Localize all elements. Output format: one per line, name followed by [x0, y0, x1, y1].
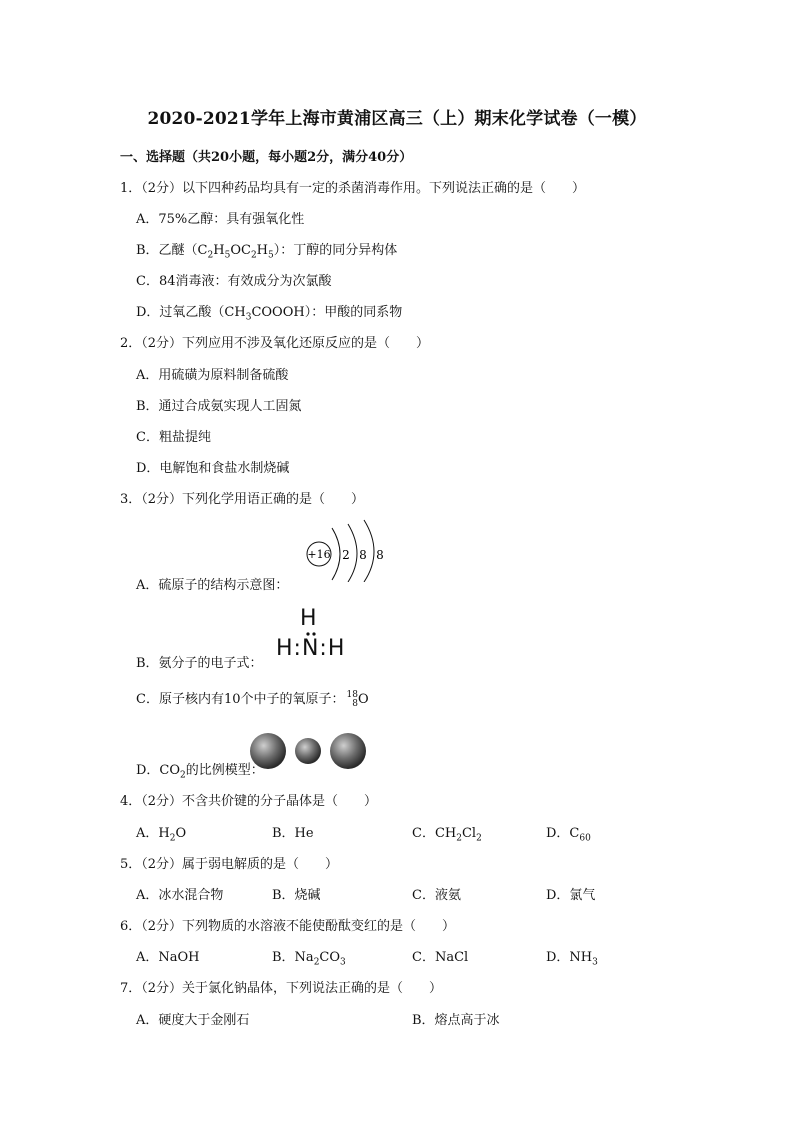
q3-option-b: B．氨分子的电子式：	[136, 656, 263, 671]
q3-option-a: A．硫原子的结构示意图：	[136, 578, 289, 593]
q1-option-c: C．84消毒液：有效成分为次氯酸	[136, 274, 332, 289]
nucleus-label: +16	[307, 548, 331, 561]
q1-option-b: B．乙醚$(C_2H_5OC_2H_5)$：丁醇的同分异构体	[136, 243, 398, 261]
q5-option-d: D．氯气	[546, 888, 596, 903]
sulfur-atom-diagram	[300, 516, 390, 582]
oxygen-atom-right	[330, 733, 366, 769]
question-1-stem: 1．（2分）以下四种药品均具有一定的杀菌消毒作用。下列说法正确的是（ ）	[120, 181, 586, 196]
co2-space-filling-model	[248, 730, 368, 772]
q4-option-b: B．He	[272, 826, 314, 841]
q6-option-b: B．$Na_2CO_3$	[272, 950, 346, 968]
q2-option-c: C．粗盐提纯	[136, 430, 211, 445]
question-3-stem: 3．（2分）下列化学用语正确的是（ ）	[120, 492, 365, 507]
q4-option-a: A．$H_2O$	[136, 826, 187, 844]
q2-option-d: D．电解饱和食盐水制烧碱	[136, 461, 290, 476]
q7-option-b: B．熔点高于冰	[412, 1013, 500, 1028]
section-heading: 一、选择题（共20小题，每小题2分，满分40分）	[120, 150, 413, 165]
electron-shell-1	[332, 528, 340, 580]
question-2-stem: 2．（2分）下列应用不涉及氧化还原反应的是（ ）	[120, 336, 430, 351]
q7-option-a: A．硬度大于金刚石	[136, 1013, 250, 1028]
q2-option-b: B．通过合成氨实现人工固氮	[136, 399, 302, 414]
question-6-stem: 6．（2分）下列物质的水溶液不能使酚酞变红的是（ ）	[120, 919, 456, 934]
q4-option-d: D．$C_{60}$	[546, 826, 591, 844]
question-4-stem: 4．（2分）不含共价键的分子晶体是（ ）	[120, 794, 378, 809]
nh3-top-h: H	[300, 606, 317, 631]
q6-option-a: A．NaOH	[136, 950, 200, 965]
question-5-stem: 5．（2分）属于弱电解质的是（ ）	[120, 857, 339, 872]
q1-option-a: A．75%乙醇：具有强氧化性	[136, 212, 305, 227]
carbon-atom	[295, 738, 321, 764]
q5-option-c: C．液氨	[412, 888, 461, 903]
q6-option-c: C．NaCl	[412, 950, 469, 965]
q5-option-b: B．烧碱	[272, 888, 321, 903]
q3-option-c: C．原子核内有10个中子的氧原子： 18 8 O	[136, 689, 369, 709]
q4-option-c: C．$CH_2Cl_2$	[412, 826, 482, 844]
shell-3-count: 8	[376, 548, 384, 562]
q5-option-a: A．冰水混合物	[136, 888, 224, 903]
shell-1-count: 2	[342, 548, 350, 562]
shell-2-count: 8	[359, 548, 367, 562]
question-7-stem: 7．（2分）关于氯化钠晶体，下列说法正确的是（ ）	[120, 981, 443, 996]
oxygen-isotope: 18 8 O	[346, 689, 369, 709]
exam-title: 2020-2021学年上海市黄浦区高三（上）期末化学试卷（一模）	[147, 109, 647, 129]
nh3-row: H:N:H	[276, 636, 346, 661]
q6-option-d: D．$NH_3$	[546, 950, 598, 968]
q2-option-a: A．用硫磺为原料制备硫酸	[136, 368, 289, 383]
q3-option-d: D．$CO_2$的比例模型：	[136, 763, 264, 781]
q1-option-d: D．过氧乙酸$(CH_3COOOH)$：甲酸的同系物	[136, 305, 403, 323]
